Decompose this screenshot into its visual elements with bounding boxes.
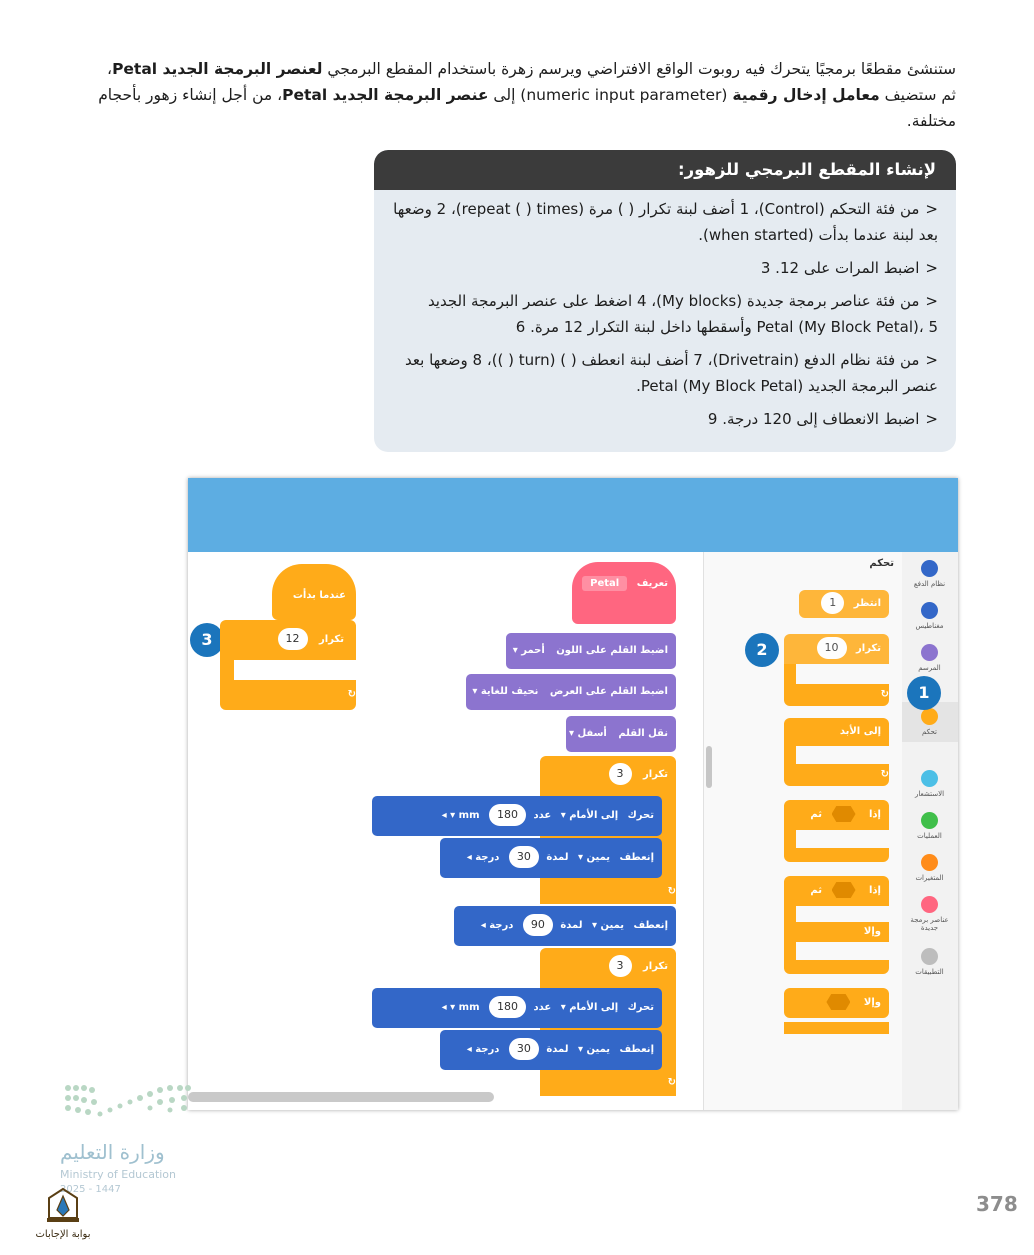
turn-direction-dropdown[interactable]: يمين — [600, 920, 625, 931]
drive-direction-dropdown[interactable]: إلى الأمام — [569, 810, 619, 821]
repeat-3-block[interactable] — [540, 756, 676, 794]
block-label: تحرك — [627, 1002, 654, 1013]
if-else-foot — [784, 960, 889, 974]
callout-1: 1 — [907, 676, 941, 710]
intro-text: ثم ستضيف — [879, 86, 956, 104]
block-label: وإلا — [863, 997, 881, 1008]
category-label: العمليات — [917, 832, 942, 840]
page-number: 378 — [976, 1192, 1018, 1216]
drive-distance[interactable]: 180 — [489, 996, 526, 1018]
block-label: عدد — [533, 810, 552, 821]
repeat-value[interactable]: 10 — [817, 637, 847, 659]
category-dot-icon — [921, 560, 938, 577]
intro-bold: لعنصر البرمجة الجديد Petal — [112, 60, 323, 78]
intro-bold: معامل إدخال رقمية — [732, 86, 880, 104]
toolbar — [188, 478, 958, 552]
vertical-scrollbar[interactable] — [706, 746, 712, 788]
block-label: إنعطف — [619, 852, 654, 863]
block-label: لمدة — [560, 920, 583, 931]
block-label: لمدة — [546, 1044, 569, 1055]
repeat-3-second-value[interactable]: 3 — [609, 955, 632, 977]
intro-paragraph — [84, 56, 956, 134]
drive-direction-dropdown[interactable]: إلى الأمام — [569, 1002, 619, 1013]
repeat-12-arm — [220, 660, 234, 680]
steps-list — [374, 190, 956, 432]
category-label: المتغيرات — [915, 874, 944, 882]
condition-slot[interactable] — [832, 882, 856, 898]
set-pen-width-block[interactable]: اضبط القلم على العرض نحيف للغاية ▾ — [466, 674, 676, 710]
forever-block-foot: ↻ — [784, 764, 889, 786]
if-block-foot — [784, 848, 889, 862]
block-label: ثم — [810, 885, 823, 896]
block-label: تكرار — [319, 634, 344, 645]
horizontal-scrollbar[interactable] — [188, 1092, 494, 1102]
repeat-12-value[interactable]: 12 — [278, 628, 308, 650]
category-pen[interactable] — [901, 644, 958, 672]
category-apps[interactable] — [901, 948, 958, 976]
turn-angle[interactable]: 30 — [509, 846, 539, 868]
category-my-blocks[interactable] — [901, 896, 958, 932]
category-dot-icon — [921, 770, 938, 787]
else-if-block[interactable] — [784, 988, 889, 1018]
block-label: نقل القلم — [618, 728, 668, 739]
intro-text: (numeric input parameter) إلى — [488, 86, 733, 104]
condition-slot[interactable] — [826, 994, 850, 1010]
intro-text: ، من أجل إنشاء زهور بأحجام مختلفة. — [98, 86, 956, 130]
block-label: درجة — [475, 852, 500, 863]
block-label: إنعطف — [619, 1044, 654, 1055]
category-label: عناصر برمجة جديدة — [910, 916, 949, 932]
turn-angle[interactable]: 30 — [509, 1038, 539, 1060]
repeat-block-foot: ↻ — [784, 684, 889, 706]
block-label: تكرار — [643, 961, 668, 972]
repeat-block-arm — [784, 664, 796, 684]
repeat-3-foot: ↻ — [540, 880, 676, 904]
repeat-12-block[interactable] — [220, 620, 356, 660]
turn-90-block[interactable]: إنعطف يمين ▾ لمدة 90 درجة ◂ — [454, 906, 676, 946]
ministry-logo-icon — [60, 1080, 200, 1130]
wait-value[interactable]: 1 — [821, 592, 844, 614]
forever-block[interactable] — [784, 718, 889, 746]
step-item: <اضبط الانعطاف إلى 120 درجة. 9 — [707, 410, 938, 428]
block-label: لمدة — [546, 852, 569, 863]
block-label: تحرك — [627, 810, 654, 821]
turn-block-second[interactable]: إنعطف يمين ▾ لمدة 30 درجة ◂ — [440, 1030, 662, 1070]
define-petal-block[interactable] — [572, 562, 676, 624]
block-label: انتظر — [853, 598, 881, 609]
wait-block[interactable] — [799, 590, 889, 618]
block-label: عندما بدأت — [292, 590, 346, 601]
category-dot-icon — [921, 854, 938, 871]
intro-text: ستنشئ مقطعًا برمجيًا يتحرك فيه روبوت الواقع الافتراضي ويرسم زهرة باستخدام المقطع البرمجي — [322, 60, 956, 78]
block-label: إذا — [869, 885, 881, 896]
ministry-name-arabic: وزارة التعليم — [60, 1140, 165, 1164]
category-operators[interactable] — [901, 812, 958, 840]
repeat-12-foot: ↻ — [220, 680, 356, 710]
portal-emblem-icon — [43, 1186, 83, 1226]
if-else-block[interactable] — [784, 876, 889, 906]
category-label: نظام الدفع — [913, 580, 946, 588]
step-item: <من فئة نظام الدفع (Drivetrain)، 7 أضف لبنة انعطف ( ) (turn ( ))، 8 وضعها بعد عنصر البرمجة الجديد Petal (My Block Petal). — [405, 351, 938, 395]
category-dot-icon — [921, 812, 938, 829]
ministry-name-english: Ministry of Education — [60, 1168, 177, 1181]
when-started-block[interactable] — [272, 564, 356, 620]
petal-name: Petal — [582, 576, 627, 591]
step-item: <من فئة التحكم (Control)، 1 أضف لبنة تكرار ( ) مرة (repeat ( ) times)، 2 وضعها بعد لبنة عندما بدأت (when started). — [393, 200, 938, 244]
block-label: إلى الأبد — [839, 726, 881, 737]
category-label: مغناطيس — [915, 622, 944, 630]
category-magnet[interactable] — [901, 602, 958, 630]
category-dot-icon — [921, 644, 938, 661]
set-pen-color-block[interactable]: اضبط القلم على اللون أحمر ▾ — [506, 633, 676, 669]
step-text: اضبط المرات على 12. 3 — [760, 259, 920, 277]
step-item: <من فئة عناصر برمجة جديدة (My blocks)، 4 اضغط على عنصر البرمجة الجديد Petal (My Block Petal)، 5 وأسقطها داخل لبنة التكرار 12 مرة. 6 — [427, 292, 938, 336]
block-label: تكرار — [643, 769, 668, 780]
if-block-arm — [784, 830, 796, 848]
category-drivetrain[interactable] — [901, 560, 958, 588]
block-label: ثم — [810, 809, 823, 820]
turn-direction-dropdown[interactable]: يمين — [586, 852, 611, 863]
step-text: اضبط الانعطاف إلى 120 درجة. 9 — [707, 410, 920, 428]
block-label: اضبط القلم على العرض — [549, 686, 668, 697]
vexcode-screenshot — [188, 478, 958, 1110]
pen-move-dropdown[interactable]: أسفل — [577, 728, 607, 739]
drive-unit-dropdown[interactable]: mm — [458, 1002, 480, 1013]
category-column — [901, 552, 958, 1110]
forever-block-arm — [784, 746, 796, 764]
pen-color-dropdown[interactable]: أحمر — [521, 645, 545, 656]
category-dot-icon — [921, 896, 938, 913]
drive-distance[interactable]: 180 — [489, 804, 526, 826]
step-text: من فئة عناصر برمجة جديدة (My blocks)، 4 اضغط على عنصر البرمجة الجديد Petal (My Block Petal)، 5 وأسقطها داخل لبنة التكرار 12 مرة. 6 — [427, 292, 938, 336]
block-label: تكرار — [856, 643, 881, 654]
callout-2: 2 — [745, 633, 779, 667]
intro-text: ، — [107, 60, 113, 78]
else-row — [784, 922, 889, 942]
block-label: درجة — [475, 1044, 500, 1055]
block-label: تعريف — [636, 578, 668, 589]
block-label: عدد — [533, 1002, 552, 1013]
block-label: إنعطف — [633, 920, 668, 931]
palette-header: تحكم — [869, 558, 894, 569]
ministry-year: 2025 - 1447 — [60, 1184, 121, 1195]
pen-width-dropdown[interactable]: نحيف للغاية — [480, 686, 539, 697]
if-block[interactable] — [784, 800, 889, 830]
category-label: تحكم — [922, 728, 937, 736]
step-item: <اضبط المرات على 12. 3 — [760, 259, 938, 277]
move-pen-block[interactable]: نقل القلم أسفل ▾ — [566, 716, 676, 752]
turn-angle[interactable]: 90 — [523, 914, 553, 936]
category-label: التطبيقات — [915, 968, 944, 976]
step-text: من فئة التحكم (Control)، 1 أضف لبنة تكرار ( ) مرة (repeat ( ) times)، 2 وضعها بعد لبنة عندما بدأت (when started). — [393, 200, 938, 244]
category-variables[interactable] — [901, 854, 958, 882]
category-label: المرسم — [918, 664, 941, 672]
category-dot-icon — [921, 948, 938, 965]
turn-block[interactable]: إنعطف يمين ▾ لمدة 30 درجة ◂ — [440, 838, 662, 878]
turn-direction-dropdown[interactable]: يمين — [586, 1044, 611, 1055]
block-label: اضبط القلم على اللون — [556, 645, 668, 656]
block-label: وإلا — [863, 926, 881, 937]
category-dot-icon — [921, 602, 938, 619]
portal-label: بوابة الإجابات — [35, 1229, 91, 1240]
drive-block[interactable]: تحرك إلى الأمام ▾ عدد 180 mm ▾ ◂ — [372, 796, 662, 836]
repeat-block[interactable] — [784, 634, 889, 664]
drive-block-second[interactable]: تحرك إلى الأمام ▾ عدد 180 mm ▾ ◂ — [372, 988, 662, 1028]
block-label: إذا — [869, 809, 881, 820]
step-text: من فئة نظام الدفع (Drivetrain)، 7 أضف لبنة انعطف ( ) (turn ( ))، 8 وضعها بعد عنصر البرمجة الجديد Petal (My Block Petal). — [405, 351, 938, 395]
repeat-3-second-foot: ↻ — [540, 1072, 676, 1094]
condition-slot[interactable] — [832, 806, 856, 822]
block-palette — [703, 552, 902, 1110]
category-sensing[interactable] — [901, 770, 958, 798]
steps-title: لإنشاء المقطع البرمجي للزهور: — [374, 150, 956, 190]
steps-box — [374, 150, 956, 452]
category-dot-icon — [921, 708, 938, 725]
repeat-3-second-block[interactable] — [540, 948, 676, 986]
portal-logo — [30, 1186, 96, 1240]
category-label: الاستشعار — [914, 790, 945, 798]
repeat-3-value[interactable]: 3 — [609, 763, 632, 785]
callout-3: 3 — [190, 623, 224, 657]
block-label: درجة — [489, 920, 514, 931]
intro-bold: عنصر البرمجة الجديد Petal — [282, 86, 489, 104]
palette-block-cut — [784, 1022, 889, 1034]
drive-unit-dropdown[interactable]: mm — [458, 810, 480, 821]
